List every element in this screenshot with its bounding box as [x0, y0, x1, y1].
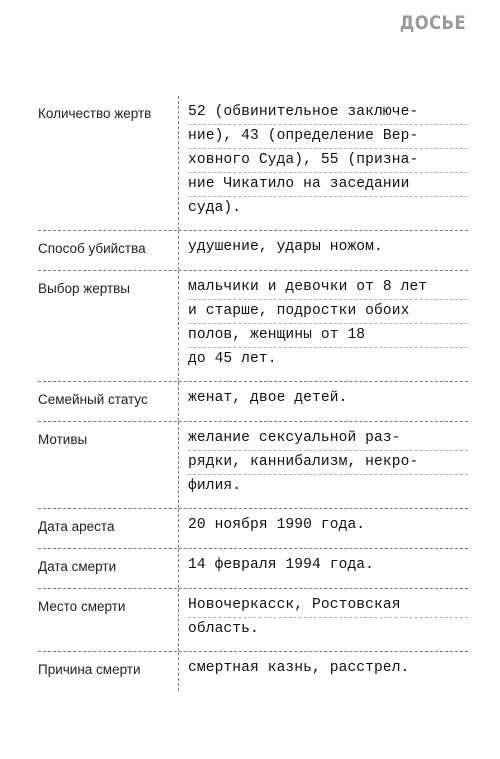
dossier-row: [38, 230, 468, 270]
dossier-row-value: [179, 276, 468, 371]
dossier-value-line: 52 (обвинительное заключе-: [188, 101, 468, 125]
dossier-row-value: [179, 594, 468, 641]
dossier-row-label: Семейный статус: [38, 392, 148, 407]
dossier-value-line: 20 ноября 1990 года.: [188, 517, 366, 533]
dossier-value-line: смертная казнь, расстрел.: [188, 660, 410, 676]
dossier-row-value: [179, 554, 468, 578]
dossier-value-line: мальчики и девочки от 8 лет: [188, 276, 468, 300]
dossier-row-value: [179, 514, 468, 538]
dossier-row: [38, 588, 468, 651]
dossier-row-label: Выбор жертвы: [38, 281, 131, 296]
dossier-value-line: Новочеркасск, Ростовская: [188, 594, 468, 618]
dossier-row-value: [179, 236, 468, 260]
dossier-row: [38, 96, 468, 230]
dossier-row: [38, 270, 468, 381]
dossier-value-line: и старше, подростки обоих: [188, 300, 468, 324]
dossier-row-value: [179, 657, 468, 681]
dossier-value-line: женат, двое детей.: [188, 390, 348, 406]
dossier-row-label: Способ убийства: [38, 241, 146, 256]
dossier-row-label: Дата ареста: [38, 519, 115, 534]
dossier-value-line: полов, женщины от 18: [188, 324, 468, 348]
dossier-value-line: ние), 43 (определение Вер-: [188, 125, 468, 149]
dossier-row-label: Причина смерти: [38, 662, 141, 677]
dossier-row-label: Мотивы: [38, 432, 88, 447]
dossier-row-label: Дата смерти: [38, 559, 117, 574]
dossier-value-line: рядки, каннибализм, некро-: [188, 451, 468, 475]
dossier-row-label: Количество жертв: [38, 106, 152, 121]
dossier-value-line: удушение, удары ножом.: [188, 239, 383, 255]
dossier-row: [38, 508, 468, 548]
dossier-row-value: [179, 427, 468, 498]
dossier-row: [38, 548, 468, 588]
dossier-row: [38, 651, 468, 691]
dossier-row-label: Место смерти: [38, 599, 126, 614]
dossier-row-value: [179, 101, 468, 220]
dossier-value-line: суда).: [188, 200, 242, 216]
dossier-value-line: область.: [188, 621, 259, 637]
dossier-value-line: желание сексуальной раз-: [188, 427, 468, 451]
page-header-title: ДОСЬЕ: [399, 12, 466, 34]
dossier-row: [38, 381, 468, 421]
dossier-value-line: 14 февраля 1994 года.: [188, 557, 375, 573]
dossier-table: [38, 96, 468, 691]
dossier-value-line: до 45 лет.: [188, 351, 277, 367]
dossier-row-value: [179, 387, 468, 411]
dossier-value-line: ние Чикатило на заседании: [188, 173, 468, 197]
dossier-value-line: ховного Суда), 55 (призна-: [188, 149, 468, 173]
dossier-value-line: филия.: [188, 478, 242, 494]
dossier-row: [38, 421, 468, 508]
